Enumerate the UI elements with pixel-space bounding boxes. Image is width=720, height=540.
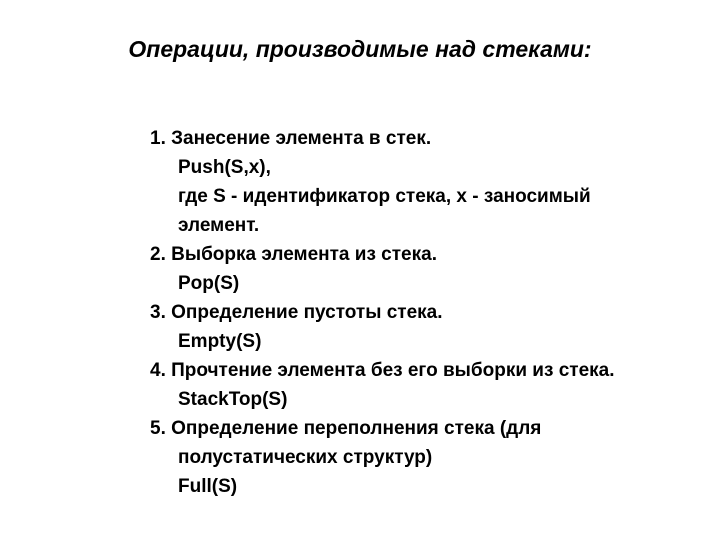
operation-1-heading: 1. Занесение элемента в стек. — [150, 128, 432, 149]
operation-5-heading: 5. Определение переполнения стека (для — [150, 418, 542, 439]
operation-5-signature: Full(S) — [178, 476, 238, 497]
operation-4-signature: StackTop(S) — [178, 389, 288, 410]
operation-1-description: где S - идентификатор стека, x - заносимый — [178, 186, 591, 207]
operation-4-heading: 4. Прочтение элемента без его выборки из стека. — [150, 360, 615, 381]
operation-1-description-cont: элемент. — [178, 215, 260, 236]
slide-title: Операции, производимые над стеками: — [128, 36, 592, 62]
operation-5-heading-cont: полустатических структур) — [178, 447, 433, 468]
operation-3-heading: 3. Определение пустоты стека. — [150, 302, 443, 323]
operation-2-heading: 2. Выборка элемента из стека. — [150, 244, 437, 265]
operation-2-signature: Pop(S) — [178, 273, 240, 294]
operations-list — [150, 124, 710, 501]
operation-1-signature: Push(S,x), — [178, 157, 271, 178]
operation-3-signature: Empty(S) — [178, 331, 262, 352]
